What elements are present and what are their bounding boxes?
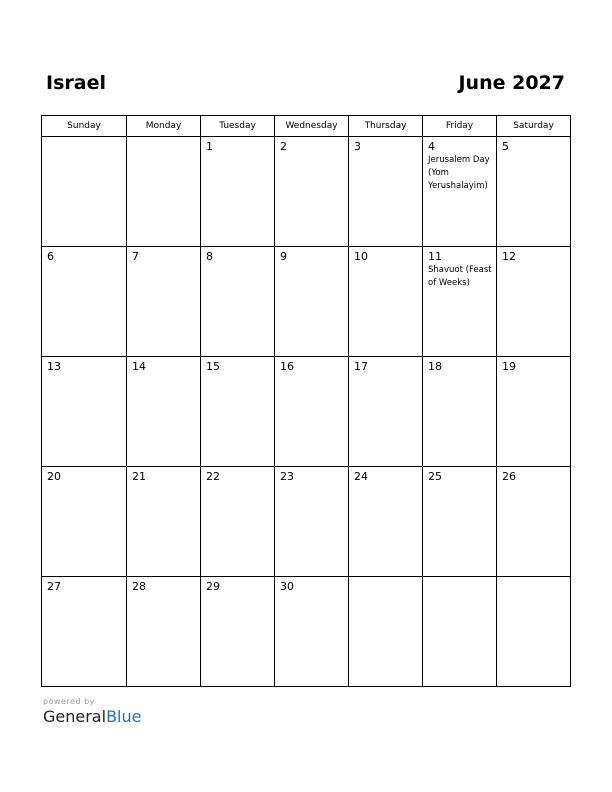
month-year-title: June 2027 bbox=[458, 72, 565, 94]
day-number: 25 bbox=[428, 470, 442, 483]
day-cell bbox=[349, 137, 423, 247]
calendar-grid bbox=[41, 115, 571, 687]
day-cell bbox=[127, 577, 201, 687]
day-cell bbox=[201, 137, 275, 247]
day-cell bbox=[275, 357, 349, 467]
day-cell bbox=[42, 247, 127, 357]
day-number: 24 bbox=[354, 470, 368, 483]
weekday-saturday: Saturday bbox=[497, 116, 571, 137]
day-number: 16 bbox=[280, 360, 294, 373]
day-cell bbox=[127, 467, 201, 577]
day-cell bbox=[275, 467, 349, 577]
day-cell bbox=[497, 467, 571, 577]
day-number: 12 bbox=[502, 250, 516, 263]
weekday-monday: Monday bbox=[127, 116, 201, 137]
generalblue-logo[interactable] bbox=[43, 707, 141, 726]
week-row bbox=[42, 247, 571, 357]
brand-general: General bbox=[43, 707, 107, 726]
day-number: 13 bbox=[47, 360, 61, 373]
day-cell bbox=[423, 467, 497, 577]
footer-branding bbox=[43, 697, 141, 726]
weekday-header-row bbox=[42, 116, 571, 137]
day-cell bbox=[201, 357, 275, 467]
week-row bbox=[42, 137, 571, 247]
day-number: 19 bbox=[502, 360, 516, 373]
day-cell bbox=[275, 247, 349, 357]
day-number: 2 bbox=[280, 140, 287, 153]
day-number: 4 bbox=[428, 140, 435, 153]
day-number: 8 bbox=[206, 250, 213, 263]
powered-by-text: powered by bbox=[43, 697, 95, 706]
day-cell bbox=[201, 467, 275, 577]
day-number: 14 bbox=[132, 360, 146, 373]
holiday-label: Shavuot (Feast of Weeks) bbox=[428, 265, 492, 288]
day-number bbox=[42, 137, 126, 140]
weekday-wednesday: Wednesday bbox=[275, 116, 349, 137]
day-number: 22 bbox=[206, 470, 220, 483]
week-row bbox=[42, 467, 571, 577]
weekday-sunday: Sunday bbox=[42, 116, 127, 137]
day-cell bbox=[127, 247, 201, 357]
day-cell bbox=[42, 467, 127, 577]
day-cell bbox=[201, 247, 275, 357]
day-number: 18 bbox=[428, 360, 442, 373]
day-cell bbox=[42, 577, 127, 687]
day-cell bbox=[497, 577, 571, 687]
day-number bbox=[497, 577, 570, 580]
holiday-label: Jerusalem Day (Yom Yerushalayim) bbox=[428, 155, 490, 191]
day-cell bbox=[497, 137, 571, 247]
week-row bbox=[42, 577, 571, 687]
day-cell bbox=[423, 357, 497, 467]
day-number: 15 bbox=[206, 360, 220, 373]
weekday-friday: Friday bbox=[423, 116, 497, 137]
day-cell bbox=[42, 357, 127, 467]
day-number: 10 bbox=[354, 250, 368, 263]
day-number: 21 bbox=[132, 470, 146, 483]
day-number: 11 bbox=[428, 250, 442, 263]
day-number: 9 bbox=[280, 250, 287, 263]
day-number: 3 bbox=[354, 140, 361, 153]
day-cell bbox=[275, 577, 349, 687]
day-number: 6 bbox=[47, 250, 54, 263]
day-cell bbox=[423, 247, 497, 357]
day-number bbox=[127, 137, 200, 140]
day-cell bbox=[497, 247, 571, 357]
day-number bbox=[423, 577, 496, 580]
day-number: 20 bbox=[47, 470, 61, 483]
country-title: Israel bbox=[46, 72, 106, 94]
day-cell bbox=[349, 247, 423, 357]
day-number: 28 bbox=[132, 580, 146, 593]
day-cell bbox=[349, 357, 423, 467]
day-number: 26 bbox=[502, 470, 516, 483]
day-cell bbox=[127, 137, 201, 247]
day-number: 17 bbox=[354, 360, 368, 373]
day-cell bbox=[275, 137, 349, 247]
day-cell bbox=[201, 577, 275, 687]
day-cell bbox=[423, 137, 497, 247]
day-cell bbox=[349, 467, 423, 577]
day-number: 5 bbox=[502, 140, 509, 153]
day-cell bbox=[497, 357, 571, 467]
brand-blue: Blue bbox=[106, 707, 142, 726]
day-number: 29 bbox=[206, 580, 220, 593]
day-number: 27 bbox=[47, 580, 61, 593]
day-cell bbox=[423, 577, 497, 687]
day-number: 7 bbox=[132, 250, 139, 263]
weekday-tuesday: Tuesday bbox=[201, 116, 275, 137]
day-number: 30 bbox=[280, 580, 294, 593]
weekday-thursday: Thursday bbox=[349, 116, 423, 137]
day-number bbox=[349, 577, 422, 580]
week-row bbox=[42, 357, 571, 467]
day-cell bbox=[42, 137, 127, 247]
day-number: 23 bbox=[280, 470, 294, 483]
day-cell bbox=[349, 577, 423, 687]
day-cell bbox=[127, 357, 201, 467]
day-number: 1 bbox=[206, 140, 213, 153]
